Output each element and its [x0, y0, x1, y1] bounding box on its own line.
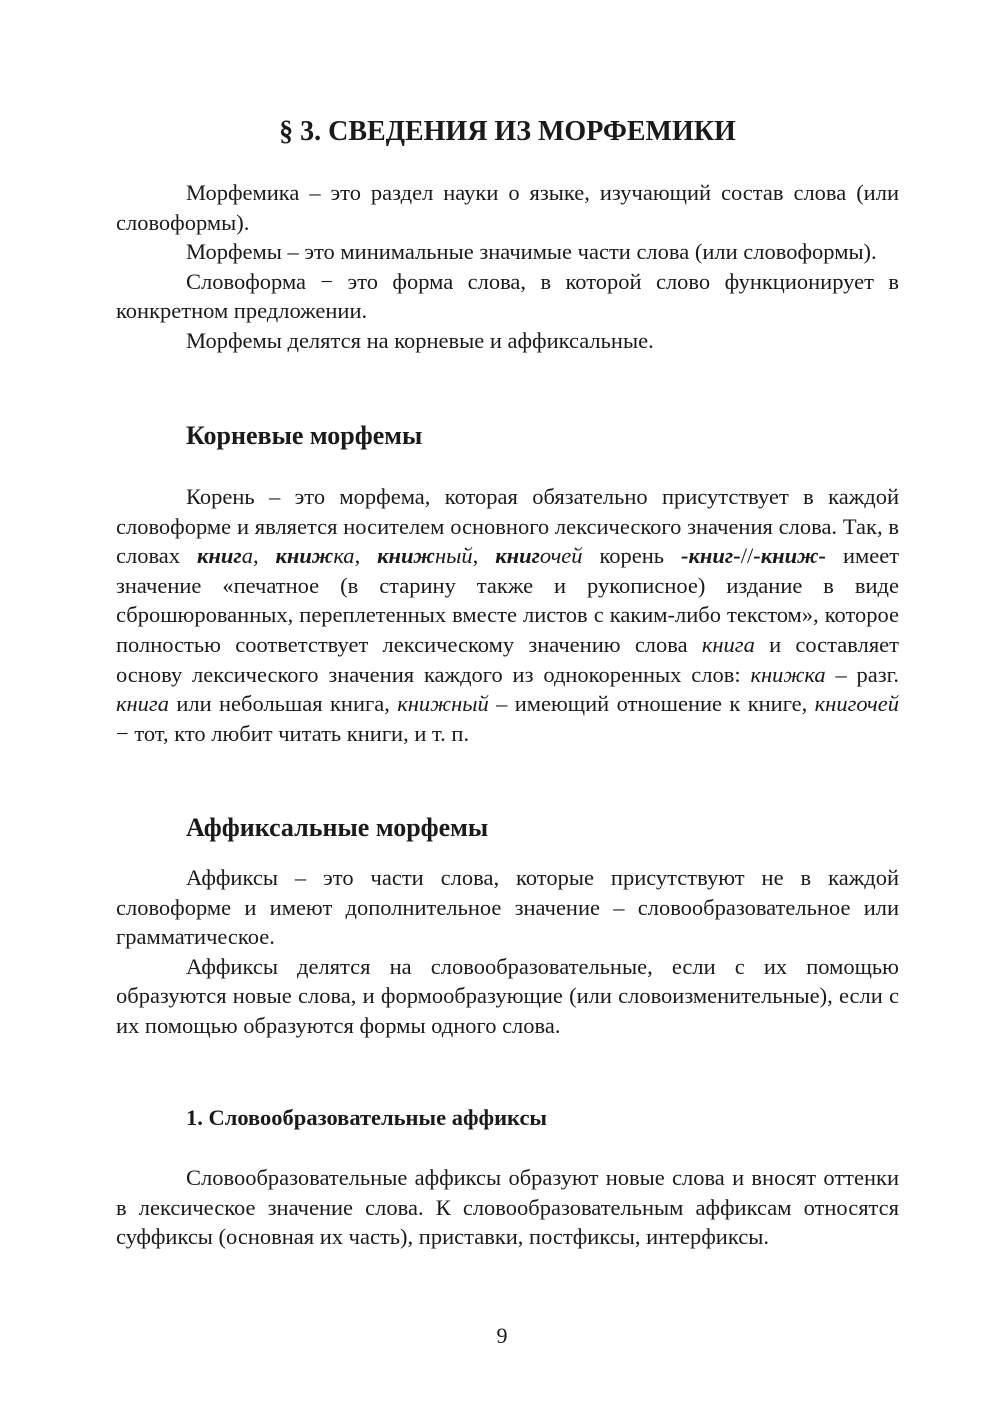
root-variant-b: -книж-	[753, 543, 827, 569]
root-variant-separator: //	[740, 543, 754, 569]
example-word-3-root: книж	[377, 543, 435, 569]
intro-paragraph-1: Морфемика – это раздел науки о языке, изучающий состав слова (или словоформы).	[116, 180, 899, 235]
root-text-5: – разг.	[825, 661, 899, 687]
root-morphemes-heading: Корневые морфемы	[186, 421, 423, 450]
root-text-3: имеет значение «печатное (в старину также и рукописное) издание в виде сброшюрованных, переплетенных вместе листов с каким-либо текстом», которое полностью соответствует лексическому значению слова	[116, 543, 900, 657]
example-word-2-root: книж	[275, 543, 334, 569]
derivational-section-body	[116, 1163, 899, 1252]
derivational-paragraph: Словообразовательные аффиксы образуют новые слова и вносят оттенки в лексическое значение слова. К словообразовательным аффиксам относятся суффиксы (основная их часть), приставки, постфиксы, интерфиксы.	[116, 1165, 899, 1250]
separator: ,	[252, 543, 276, 569]
root-text-8: − тот, кто любит читать книги, и т. п.	[116, 720, 470, 746]
root-text-2: корень	[582, 543, 681, 569]
example-word-1-root: книг	[196, 543, 242, 569]
example-word-1-ending: а	[241, 543, 253, 569]
example-word-3-ending: ный	[434, 543, 473, 569]
root-paragraph	[116, 482, 899, 748]
example-word-2-ending: ка	[333, 543, 355, 569]
italic-word-1: книга	[701, 631, 755, 657]
derivational-affixes-heading: 1. Словообразовательные аффиксы	[186, 1105, 547, 1130]
root-variant-a: -книг-	[680, 543, 741, 569]
page-number: 9	[496, 1323, 508, 1348]
root-text-6: или небольшая книга,	[168, 691, 398, 717]
root-text-4: и составляет основу лексического значения каждого из однокоренных слов:	[116, 631, 899, 687]
italic-word-5: книгочей	[814, 691, 899, 717]
intro-paragraph-4: Морфемы делятся на корневые и аффиксальные.	[186, 327, 654, 353]
intro-paragraph-2: Морфемы – это минимальные значимые части слова (или словоформы).	[186, 239, 877, 265]
affix-morphemes-heading: Аффиксальные морфемы	[186, 813, 489, 842]
separator: ,	[472, 543, 496, 569]
italic-word-4: книжный	[397, 691, 489, 717]
italic-word-3: книга	[116, 691, 169, 717]
root-section-body	[116, 482, 899, 748]
separator: ,	[354, 543, 378, 569]
root-text-7: – имеющий отношение к книге,	[488, 691, 815, 717]
affix-paragraph-2: Аффиксы делятся на словообразовательные, если с их помощью образуются новые слова, и формообразующие (или словоизменительные), если с их помощью образуются формы одного слова.	[116, 953, 899, 1038]
intro-block	[116, 178, 899, 356]
affix-paragraph-1: Аффиксы – это части слова, которые присутствуют не в каждой словоформе и имеют дополнительное значение – словообразовательное или грамматическое.	[116, 865, 899, 950]
root-text-1: Корень – это морфема, которая обязательно присутствует в каждой словоформе и является носителем основного лексического значения слова. Так, в словах	[116, 484, 899, 569]
page-title: § 3. СВЕДЕНИЯ ИЗ МОРФЕМИКИ	[279, 116, 736, 147]
example-word-4-root: книг	[495, 543, 540, 569]
intro-paragraph-3: Словоформа − это форма слова, в которой слово функционирует в конкретном предложении.	[116, 268, 899, 324]
italic-word-2: книжка	[750, 661, 826, 687]
example-word-4-ending: очей	[539, 543, 583, 569]
affix-section-body	[116, 863, 899, 1041]
